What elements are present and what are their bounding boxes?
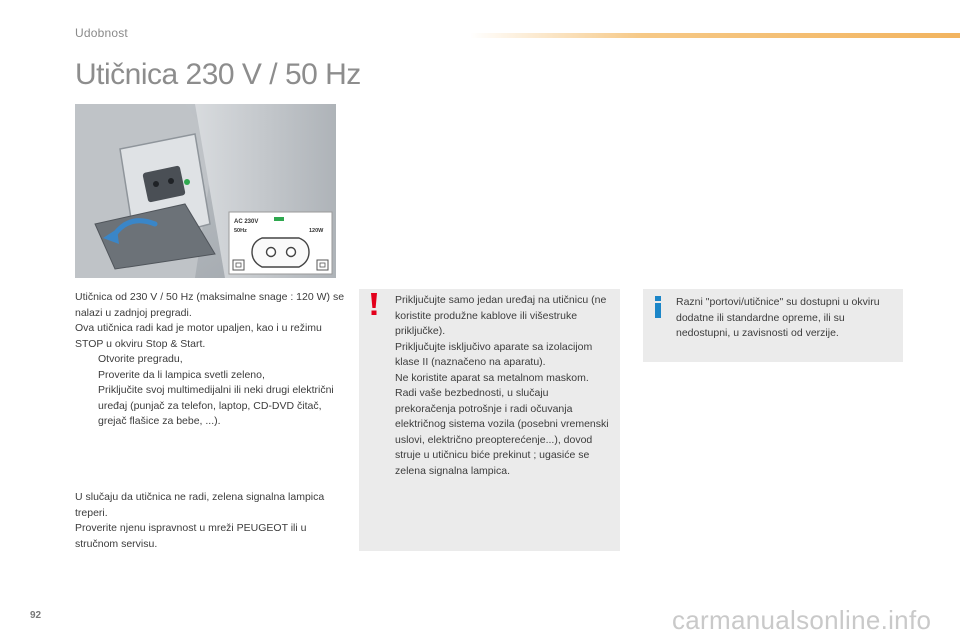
- socket-hole-left: [153, 181, 159, 187]
- socket-outline: [252, 238, 309, 267]
- warning-paragraph: Ne koristite aparat sa metalnom maskom.: [395, 371, 589, 384]
- socket-lamp: [184, 179, 190, 185]
- warning-icon-dot: [372, 311, 377, 316]
- header-accent-bar: [470, 33, 960, 38]
- inset-hole-left: [267, 248, 276, 257]
- warning-paragraph: Priključujte samo jedan uređaj na utičnicu (ne koristite produžne kablove ili višestruke priključke).: [395, 294, 607, 337]
- warning-paragraph: Radi vaše bezbednosti, u slučaju prekoračenja potrošnje i radi očuvanja električnog sistema vozila (posebni vremenski uslovi, električno preopterećenje...), dovod struje u utičnicu biće prekinut ; ugasiće se zelena signalna lampica.: [395, 387, 609, 477]
- outro-line: Proverite njenu ispravnost u mreži PEUGEOT ili u stručnom servisu.: [75, 522, 307, 550]
- info-box: [643, 289, 903, 362]
- socket-illustration: [75, 104, 336, 278]
- watermark: carmanualsonline.info: [672, 605, 932, 635]
- inset-label-ac: AC 230V: [234, 219, 259, 225]
- warning-icon-bar: [371, 293, 377, 308]
- troubleshooting-text: [75, 490, 345, 552]
- step-text: Proverite da li lampica svetli zeleno,: [98, 368, 265, 381]
- info-text: Razni "portovi/utičnice" su dostupni u okviru dodatne ili standardne opreme, ili su nedostupni, u zavisnosti od verzije.: [676, 296, 880, 339]
- outro-line: U slučaju da utičnica ne radi, zelena signalna lampica treperi.: [75, 491, 325, 519]
- step-item: [75, 368, 345, 384]
- inset-green-lamp: [274, 217, 284, 221]
- warning-paragraph: Priključujte isključivo aparate sa izolacijom klase II (naznačeno na aparatu).: [395, 340, 593, 368]
- info-icon-bar: [655, 303, 661, 318]
- intro-line: Ova utičnica radi kad je motor upaljen, kao i u režimu STOP u okviru Stop & Start.: [75, 322, 322, 350]
- inset-label-hz: 50Hz: [234, 228, 247, 234]
- socket-hole-right: [168, 178, 174, 184]
- class-ii-symbol-right: [317, 260, 328, 270]
- page-number: 92: [30, 610, 42, 621]
- socket-photo: [75, 104, 336, 278]
- intro-text: [75, 290, 345, 430]
- socket-inset: [229, 212, 332, 274]
- step-text: Otvorite pregradu,: [98, 353, 183, 365]
- inset-hole-right: [287, 248, 296, 257]
- step-text: Priključite svoj multimedijalni ili neki drugi električni uređaj (punjač za telefon, laptop, CD-DVD čitač, grejač flašice za bebe, ...).: [98, 384, 334, 427]
- step-item: [75, 383, 345, 430]
- info-icon-dot: [655, 296, 661, 301]
- class-ii-symbol: [233, 260, 244, 270]
- info-icon: [652, 295, 664, 319]
- warning-box: [359, 289, 620, 551]
- inset-label-w: 120W: [309, 228, 324, 234]
- section-label: Udobnost: [75, 26, 128, 40]
- page-title: Utičnica 230 V / 50 Hz: [75, 58, 361, 91]
- warning-text: [395, 293, 610, 479]
- intro-line: Utičnica od 230 V / 50 Hz (maksimalne snage : 120 W) se nalazi u zadnjoj pregradi.: [75, 291, 345, 319]
- warning-icon: [367, 292, 381, 316]
- step-list: [75, 352, 345, 430]
- step-item: [75, 352, 345, 368]
